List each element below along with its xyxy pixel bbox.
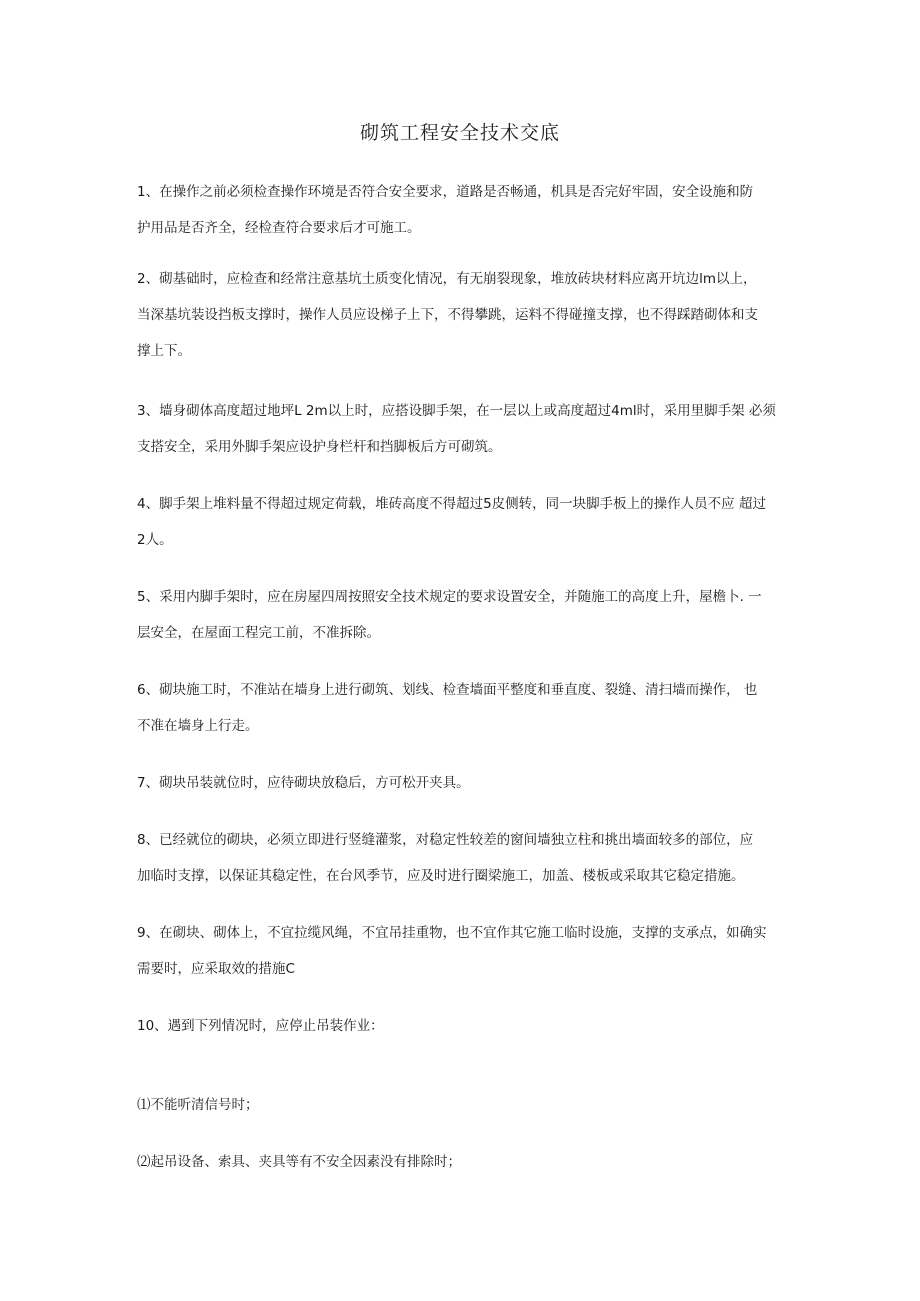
paragraph-line: 加临时支撑，以保证其稳定性，在台风季节，应及时进行圈梁施工，加盖、楼板或采取其它稳定措施。 [137, 868, 745, 884]
paragraph-line: 10、遇到下列情况时，应停止吊装作业： [137, 1018, 384, 1034]
paragraph-9 [137, 915, 787, 987]
paragraph-line: 不准在墙身上行走。 [137, 718, 259, 734]
paragraph-line: 3、墙身砌体高度超过地坪L 2m以上时，应搭设脚手架，在一层以上或高度超过4ml时，采用里脚手架 必须 [137, 403, 776, 419]
paragraph-line: 5、采用内脚手架时，应在房屋四周按照安全技术规定的要求设置安全，并随施工的高度上升，屋檐卜. 一 [137, 589, 762, 605]
paragraph-line: 撑上下。 [137, 343, 191, 359]
paragraph-line: 7、砌块吊装就位时，应待砌块放稳后，方可松开夹具。 [137, 775, 470, 791]
paragraph-4 [137, 486, 787, 558]
paragraph-line: 护用品是否齐全，经检查符合要求后才可施工。 [137, 220, 421, 236]
paragraph-7 [137, 765, 787, 801]
paragraph-line: 8、已经就位的砌块，必须立即进行竖缝灌浆，对稳定性较差的窗间墙独立柱和挑出墙面较多的部位，应 [137, 832, 754, 848]
paragraph-line: 需要时，应采取效的措施C [137, 961, 295, 977]
paragraph-6 [137, 672, 787, 744]
paragraph-line: 2、砌基础时，应检查和经常注意基坑土质变化情况，有无崩裂现象，堆放砖块材料应离开坑边lm以上， [137, 271, 757, 287]
paragraph-5 [137, 579, 787, 651]
paragraph-2 [137, 261, 787, 369]
paragraph-10 [137, 1008, 787, 1044]
document-title: 砌筑工程安全技术交底 [359, 122, 560, 144]
paragraph-line: ⑴不能听清信号时； [137, 1097, 259, 1113]
paragraph-3 [137, 393, 787, 465]
paragraph-line: 当深基坑装设挡板支撑时，操作人员应设梯子上下，不得攀跳，运料不得碰撞支撑，也不得踩踏砌体和支 [137, 307, 758, 323]
paragraph-line: 2人。 [137, 532, 173, 548]
paragraph-line: 层安全，在屋面工程完工前，不准拆除。 [137, 625, 380, 641]
paragraph-line: 9、在砌块、砌体上，不宜拉缆风绳，不宜吊挂重物，也不宜作其它施工临时设施，支撑的支承点，如确实 [137, 925, 767, 941]
list-item-1 [137, 1087, 787, 1123]
paragraph-1 [137, 174, 787, 246]
paragraph-8 [137, 822, 787, 894]
paragraph-line: 1、在操作之前必须检查操作环境是否符合安全要求，道路是否畅通，机具是否完好牢固，安全设施和防 [137, 184, 754, 200]
paragraph-line: 6、砌块施工时，不准站在墙身上进行砌筑、划线、检查墙面平整度和垂直度、裂缝、清扫墙而操作， 也 [137, 682, 758, 698]
paragraph-line: 4、脚手架上堆料量不得超过规定荷载，堆砖高度不得超过5皮侧转，同一块脚手板上的操作人员不应 超过 [137, 496, 766, 512]
paragraph-line: ⑵起吊设备、索具、夹具等有不安全因素没有排除时； [137, 1154, 461, 1170]
list-item-2 [137, 1144, 787, 1180]
paragraph-line: 支搭安全，采用外脚手架应设护身栏杆和挡脚板后方可砌筑。 [137, 439, 502, 455]
